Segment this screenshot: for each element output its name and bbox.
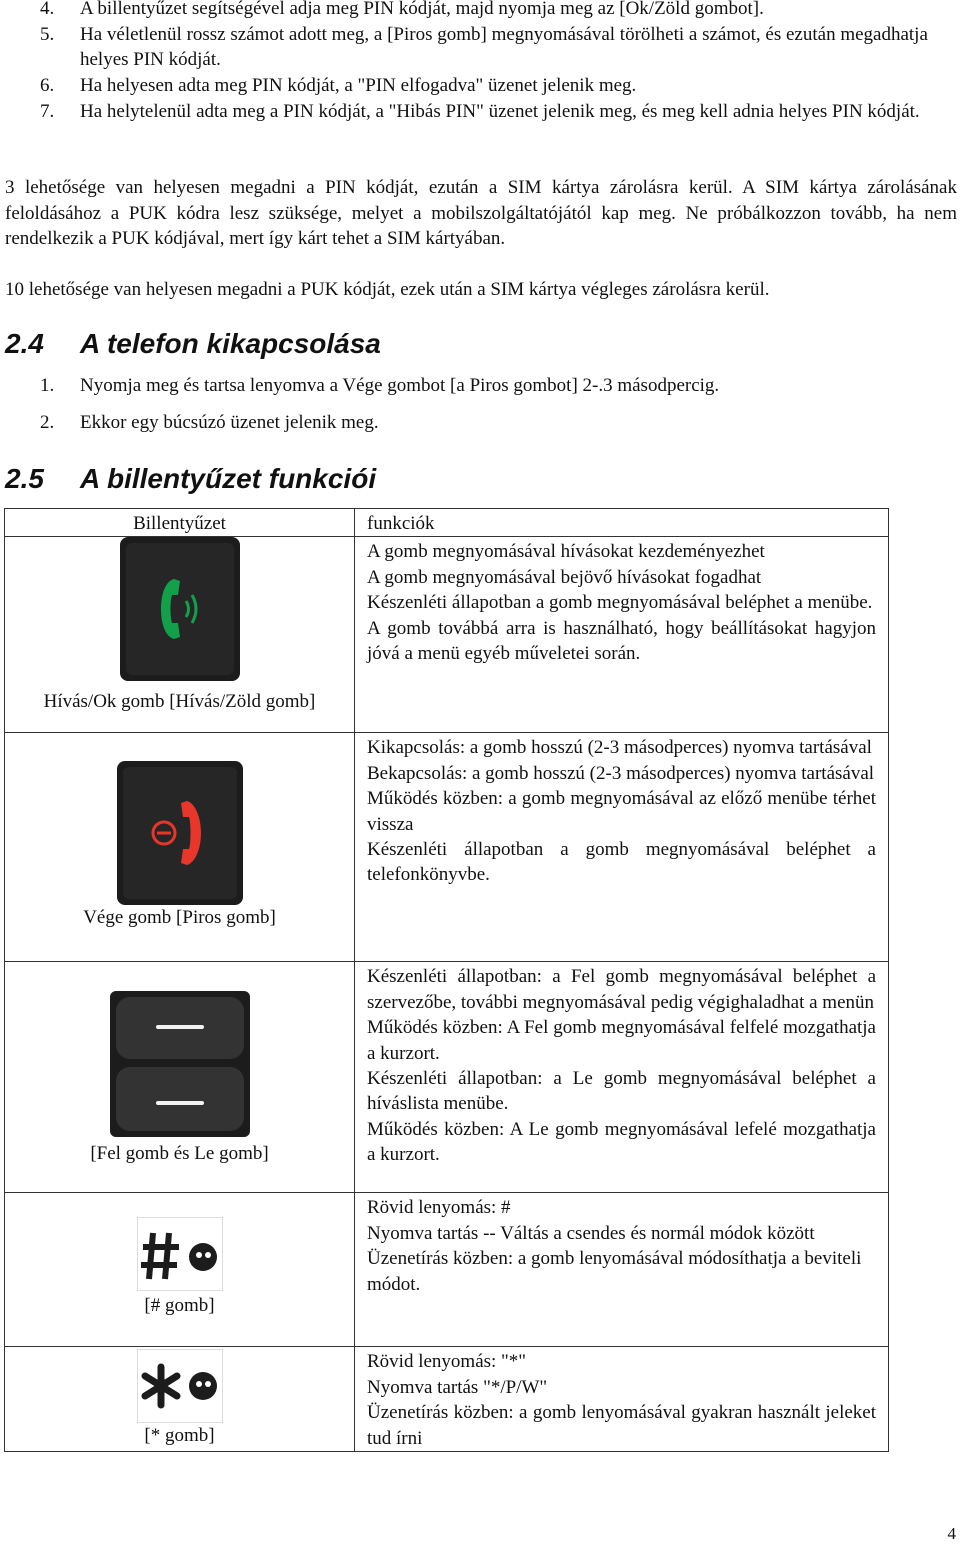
key-cell	[5, 537, 355, 733]
key-label: [* gomb]	[144, 1425, 215, 1447]
puk-attempts-paragraph: 10 lehetősége van helyesen megadni a PUK kódját, ezek után a SIM kártya végleges zárolásra kerül.	[5, 279, 770, 300]
list-item: 7. Ha helytelenül adta meg a PIN kódját, a "Hibás PIN" üzenet jelenik meg, és meg kell adnia helyes PIN kódját.	[40, 101, 920, 122]
key-cell	[5, 1193, 355, 1347]
pin-attempts-paragraph: 3 lehetősége van helyesen megadni a PIN kódját, ezután a SIM kártya zárolásra kerül. A SIM kártya zárolásának feloldásához a PUK kódra lesz szüksége, melyet a mobilszolgáltatójától kap meg. Ne próbálkozzon tovább, ha nem rendelkezik a PUK kódjával, mert így kárt tehet a SIM kártyában.	[5, 177, 957, 249]
key-label: Vége gomb [Piros gomb]	[83, 907, 276, 929]
pin-steps-list	[0, 0, 960, 125]
up-down-keys-icon	[110, 991, 250, 1137]
green-call-key-icon	[120, 537, 240, 681]
table-header-row	[5, 509, 889, 537]
key-cell	[5, 733, 355, 962]
table-row	[5, 1193, 889, 1347]
list-item: 2. Ekkor egy búcsúzó üzenet jelenik meg.	[40, 412, 379, 433]
hash-key-icon	[137, 1217, 223, 1291]
table-row	[5, 733, 889, 962]
functions-cell: Rövid lenyomás: # Nyomva tartás -- Váltás a csendes és normál módok között Üzenetírás közben: a gomb lenyomásával módosíthatja a beviteli módot.	[355, 1193, 889, 1347]
key-label: [Fel gomb és Le gomb]	[90, 1143, 269, 1165]
page-number: 4	[947, 1524, 956, 1543]
key-cell	[5, 962, 355, 1193]
section-heading-power-off: 2.4 A telefon kikapcsolása	[5, 328, 381, 359]
keypad-functions-table	[4, 508, 889, 1452]
section-heading-keypad: 2.5 A billentyűzet funkciói	[5, 463, 377, 494]
key-label: [# gomb]	[144, 1295, 215, 1317]
list-item: 5. Ha véletlenül rossz számot adott meg, a [Piros gomb] megnyomásával törölheti a számot, és ezután megadhatja helyes PIN kódját.	[40, 24, 928, 70]
column-header-functions: funkciók	[355, 509, 889, 537]
star-key-icon	[137, 1349, 223, 1423]
list-item: 6. Ha helyesen adta meg PIN kódját, a "PIN elfogadva" üzenet jelenik meg.	[40, 75, 637, 96]
table-row	[5, 537, 889, 733]
key-cell	[5, 1347, 355, 1452]
table-row	[5, 962, 889, 1193]
list-item: 4. A billentyűzet segítségével adja meg PIN kódját, majd nyomja meg az [Ok/Zöld gombot].	[40, 0, 764, 19]
list-item: 1. Nyomja meg és tartsa lenyomva a Vége gombot [a Piros gombot] 2-.3 másodpercig.	[40, 375, 720, 396]
functions-cell: Készenléti állapotban: a Fel gomb megnyomásával beléphet a szervezőbe, további megnyomásával pedig végighaladhat a menün Működés közben: A Fel gomb megnyomásával felfelé mozgathatja a kurzort. Készenléti állapotban: a Le gomb megnyomásával beléphet a híváslista menübe. Működés közben: A Le gomb megnyomásával lefelé mozgathatja a kurzort.	[355, 962, 889, 1193]
column-header-key: Billentyűzet	[5, 509, 355, 537]
red-end-key-icon	[117, 761, 243, 905]
functions-cell: Rövid lenyomás: "*" Nyomva tartás "*/P/W" Üzenetírás közben: a gomb lenyomásával gyakran használt jeleket tud írni	[355, 1347, 889, 1452]
table-row	[5, 1347, 889, 1452]
power-off-steps-list	[0, 373, 960, 447]
functions-cell: A gomb megnyomásával hívásokat kezdeményezhet A gomb megnyomásával bejövő hívásokat fogadhat Készenléti állapotban a gomb megnyomásával beléphet a menübe. A gomb továbbá arra is használható, hogy beállításokat hagyjon jóvá a menü egyéb műveletei során.	[355, 537, 889, 733]
functions-cell: Kikapcsolás: a gomb hosszú (2-3 másodperces) nyomva tartásával Bekapcsolás: a gomb hosszú (2-3 másodperces) nyomva tartásával Működés közben: a gomb megnyomásával az előző menübe térhet vissza Készenléti állapotban a gomb megnyomásával beléphet a telefonkönyvbe.	[355, 733, 889, 962]
key-label: Hívás/Ok gomb [Hívás/Zöld gomb]	[43, 691, 316, 713]
